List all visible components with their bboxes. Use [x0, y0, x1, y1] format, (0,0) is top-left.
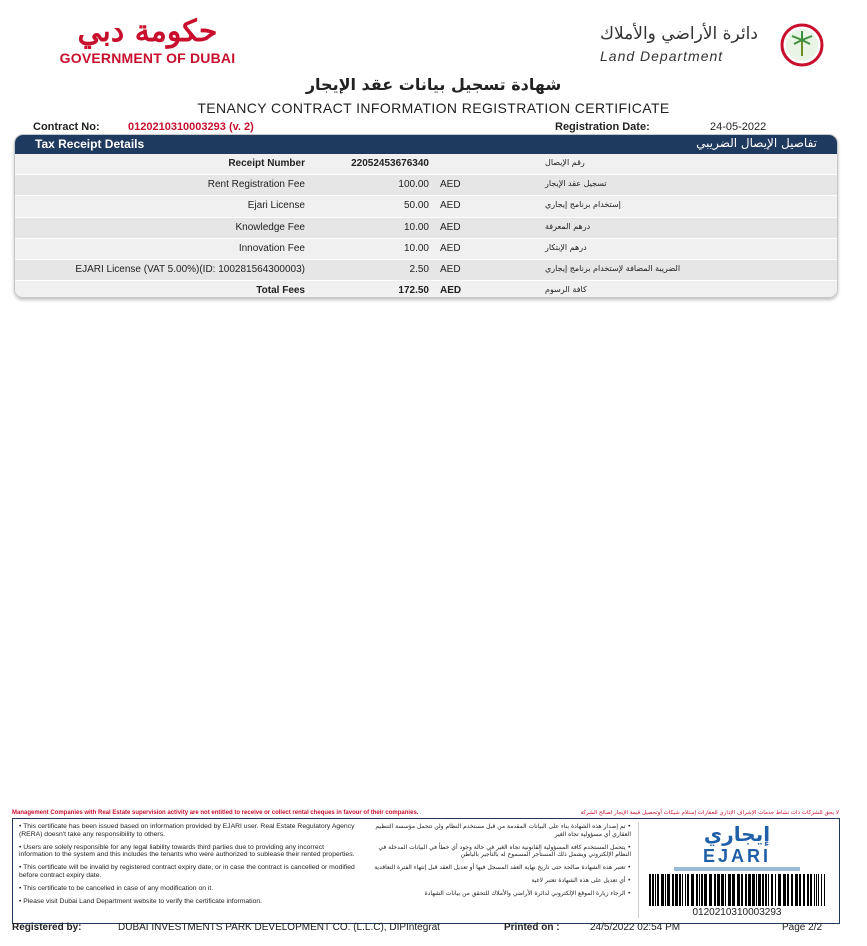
receipt-row-label: Innovation Fee — [238, 242, 305, 254]
tax-receipt-title-english: Tax Receipt Details — [35, 137, 145, 151]
certificate-title-english: TENANCY CONTRACT INFORMATION REGISTRATION CERTIFICATE — [197, 100, 670, 116]
tax-receipt-header — [15, 135, 837, 154]
printed-on-label: Printed on : — [504, 922, 560, 933]
barcode-icon — [649, 874, 825, 906]
receipt-row-label-arabic: درهم المعرفة — [545, 221, 591, 231]
ejari-logo-english: EJARI — [702, 846, 771, 866]
note-english: • Users are solely responsible for any legal liability towards third parties due to providing any incorrect information to the system and this includes the tenants who were authorized to sublease their rented properties. — [19, 843, 355, 859]
receipt-row-label-arabic: إستخدام برنامج إيجاري — [545, 200, 621, 210]
receipt-row-label-arabic: تسجيل عقد الإيجار — [545, 179, 607, 189]
registration-date-value: 24-05-2022 — [710, 121, 767, 133]
notes-english — [19, 823, 359, 910]
land-logo-english: Land Department — [600, 48, 724, 64]
receipt-row-label: Total Fees — [256, 285, 305, 297]
tax-receipt-panel — [14, 134, 838, 298]
receipt-row-label-arabic: الضريبة المضافة لإستخدام برنامج إيجاري — [545, 263, 681, 273]
palm-tree-emblem-icon — [779, 22, 825, 68]
registered-by-label: Registered by: — [12, 922, 82, 933]
barcode-number: 0120210310003293 — [692, 907, 782, 918]
receipt-row-currency: AED — [440, 221, 461, 233]
registered-by-value: DUBAI INVESTMENTS PARK DEVELOPMENT CO. (L.L.C), DIPIntegrat — [118, 922, 440, 933]
receipt-row-currency: AED — [440, 242, 461, 254]
management-warning-english: Management Companies with Real Estate supervision activity are not entitled to receive or collect rental cheques in favour of their companies. — [12, 810, 419, 816]
receipt-row — [15, 154, 837, 175]
tax-receipt-title-arabic: تفاصيل الإيصال الضريبي — [696, 136, 817, 150]
receipt-row-label-arabic: رقم الإيصال — [545, 158, 585, 167]
registration-date-label: Registration Date: — [555, 121, 650, 133]
receipt-row-label: Knowledge Fee — [235, 221, 305, 233]
receipt-row-label: Ejari License — [247, 200, 305, 212]
ejari-logo-arabic: إيجاري — [703, 822, 771, 846]
printed-on-value: 24/5/2022 02:54 PM — [590, 922, 681, 933]
receipt-row-currency: AED — [440, 285, 462, 297]
receipt-row-label-arabic: درهم الإبتكار — [545, 242, 587, 252]
notes-arabic — [369, 823, 631, 903]
page-number: Page 2/2 — [782, 922, 823, 933]
contract-number-label: Contract No: — [33, 121, 100, 133]
contract-number-value: 0120210310003293 (v. 2) — [128, 121, 254, 133]
receipt-row-amount: 172.50 — [398, 285, 429, 297]
receipt-row-currency: AED — [440, 263, 461, 275]
note-arabic: • تم إصدار هذه الشهادة بناء على البيانات المقدمة من قبل مستخدم النظام ولن تتحمل مؤسسة التنظيم العقاري أي مسؤولية تجاه الغير — [375, 823, 631, 838]
note-english: • This certificate will be invalid by registered contract expiry date, or in case the contract is cancelled or modified before contract expiry date. — [19, 864, 355, 879]
tax-receipt-rows — [15, 154, 837, 298]
receipt-row-amount: 22052453676340 — [351, 158, 429, 169]
note-english: • Please visit Dubai Land Department website to verify the certificate information. — [19, 897, 263, 905]
receipt-row-label-arabic: كافة الرسوم — [545, 285, 587, 295]
receipt-row-label: Receipt Number — [228, 158, 305, 169]
receipt-row-label: Rent Registration Fee — [207, 179, 305, 191]
receipt-row-amount: 10.00 — [403, 242, 429, 254]
ejari-logo-underline — [674, 867, 800, 871]
note-arabic: • يتحمل المستخدم كافة المسؤولية القانونية تجاه الغير في حالة وجود أي خطأ في البيانات المدخلة في النظام الإلكتروني ويشمل ذلك المستأجر المسموح له بالتأجير بالباطن — [378, 843, 631, 859]
gov-logo-arabic: حكومة دبي — [77, 14, 218, 49]
receipt-row-amount: 10.00 — [403, 221, 429, 233]
certificate-title-arabic: شهادة تسجيل بيانات عقد الإيجار — [305, 75, 562, 94]
receipt-row — [15, 239, 837, 260]
note-arabic: • تعتبر هذه الشهادة صالحة حتى تاريخ نهاية العقد المسجل فيها أو تعديل العقد قبل إنتهاء الفترة التعاقدية — [374, 864, 631, 872]
gov-logo-english: GOVERNMENT OF DUBAI — [59, 50, 236, 66]
receipt-row-amount: 100.00 — [398, 179, 429, 191]
land-logo-arabic: دائرة الأراضي والأملاك — [600, 24, 758, 44]
receipt-row-label: EJARI License (VAT 5.00%)(ID: 100281564300003) — [75, 263, 305, 275]
note-english: • This certificate to be cancelled in case of any modification on it. — [19, 884, 214, 892]
note-arabic: • أي تعديل على هذه الشهادة تعتبر لاغية — [531, 876, 631, 884]
note-arabic: • الرجاء زيارة الموقع الإلكتروني لدائرة الأراضي والأملاك للتحقق من بيانات الشهادة — [424, 889, 631, 897]
receipt-row-amount: 2.50 — [409, 263, 429, 275]
ejari-logo-block — [638, 822, 835, 918]
certificate-notes-box — [12, 818, 840, 924]
receipt-row — [15, 218, 837, 239]
receipt-row-currency: AED — [440, 200, 461, 212]
receipt-row-amount: 50.00 — [403, 200, 429, 212]
receipt-row — [15, 260, 837, 281]
receipt-row-currency: AED — [440, 179, 461, 191]
receipt-row — [15, 281, 837, 298]
government-of-dubai-logo — [55, 14, 240, 70]
note-english: • This certificate has been issued based on information provided by EJARI user. Real Estate Regulatory Agency (RERA) doesn't take any responsibility to others. — [19, 823, 355, 838]
receipt-row — [15, 196, 837, 217]
management-warning-arabic: لا يحق للشركات ذات نشاط خدمات الإشراف الإداري للعقارات إستلام شيكات أوتحصيل قيمة الإيجار لصالح الشركة — [580, 810, 839, 816]
land-department-logo — [600, 22, 825, 72]
receipt-row — [15, 175, 837, 196]
